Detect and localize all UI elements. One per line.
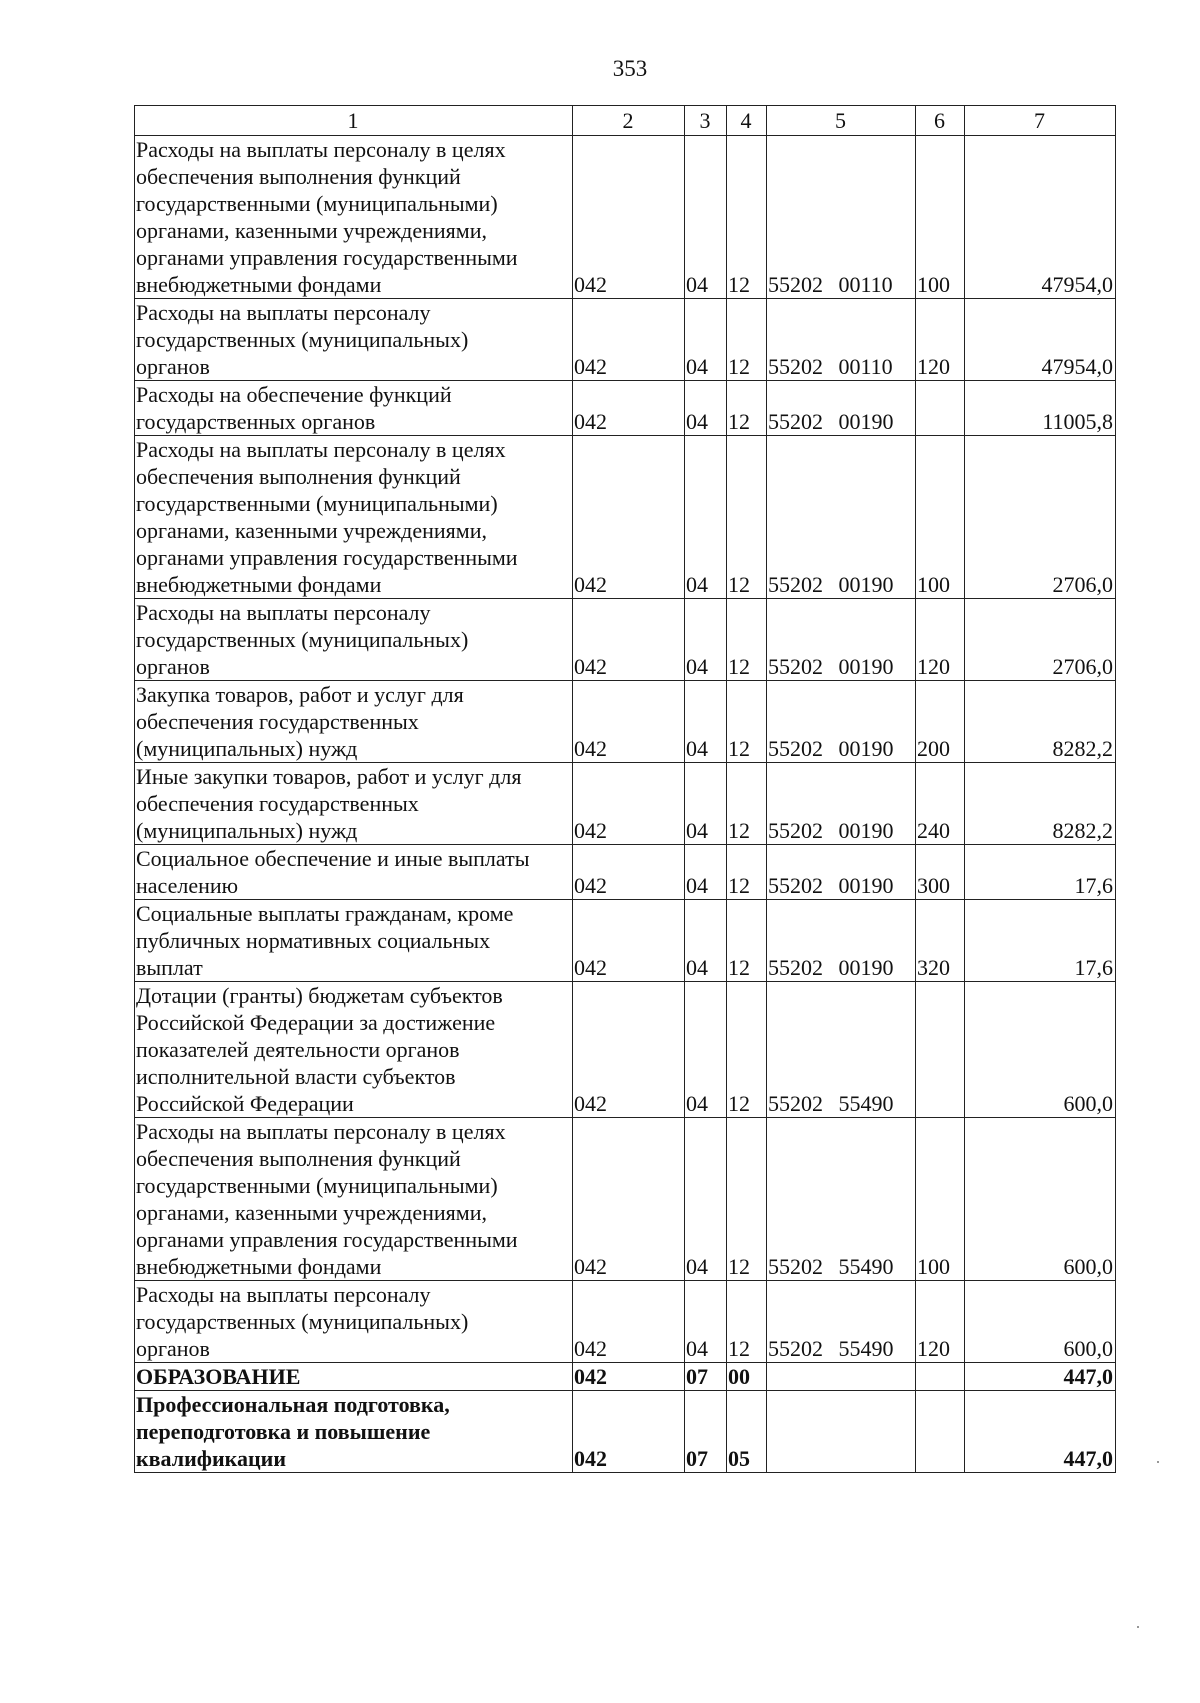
expense-name-cell — [135, 599, 573, 681]
ministry-code-cell: 042 — [573, 136, 685, 299]
scan-speck — [1137, 1626, 1139, 1628]
expense-type-cell: 120 — [916, 299, 965, 381]
section-cell: 04 — [685, 1281, 727, 1363]
expense-name-cell — [135, 900, 573, 982]
expense-name-line: Российской Федерации — [136, 1091, 354, 1116]
ministry-code-cell: 042 — [573, 681, 685, 763]
expense-name-line: обеспечения государственных — [136, 709, 419, 734]
subsection-cell: 12 — [727, 136, 767, 299]
expense-name-line: Закупка товаров, работ и услуг для — [136, 682, 464, 707]
expense-name-cell — [135, 381, 573, 436]
expense-type-cell — [916, 1391, 965, 1473]
expense-name-line: органов — [136, 654, 210, 679]
target-article-cell: 55202 00190 — [767, 900, 916, 982]
expense-name-cell — [135, 763, 573, 845]
expense-name-line: государственных органов — [136, 409, 376, 434]
expense-name-cell — [135, 681, 573, 763]
expense-name-line: исполнительной власти субъектов — [136, 1064, 456, 1089]
subsection-cell: 12 — [727, 381, 767, 436]
section-cell: 04 — [685, 763, 727, 845]
expense-name-line: Расходы на выплаты персоналу в целях — [136, 1119, 506, 1144]
expense-name-line: Социальные выплаты гражданам, кроме — [136, 901, 514, 926]
expense-type-cell — [916, 381, 965, 436]
table-row — [135, 436, 1116, 599]
ministry-code-cell: 042 — [573, 599, 685, 681]
expense-type-cell: 120 — [916, 599, 965, 681]
subsection-cell: 12 — [727, 436, 767, 599]
table-row — [135, 845, 1116, 900]
section-cell: 04 — [685, 845, 727, 900]
section-cell: 04 — [685, 681, 727, 763]
table-row — [135, 1281, 1116, 1363]
section-cell: 04 — [685, 900, 727, 982]
expense-type-cell: 240 — [916, 763, 965, 845]
expense-name-line: органами управления государственными — [136, 545, 518, 570]
target-article-cell: 55202 00110 — [767, 299, 916, 381]
expense-name-cell — [135, 1363, 573, 1391]
ministry-code-cell: 042 — [573, 1281, 685, 1363]
table-row — [135, 1118, 1116, 1281]
expense-name-line: обеспечения выполнения функций — [136, 464, 461, 489]
amount-cell: 8282,2 — [965, 681, 1116, 763]
expense-name-line: обеспечения выполнения функций — [136, 1146, 461, 1171]
table-row — [135, 599, 1116, 681]
table-header-row — [135, 106, 1116, 136]
expense-name-line: органов — [136, 354, 210, 379]
expense-name-cell — [135, 136, 573, 299]
expense-name-line: органами, казенными учреждениями, — [136, 518, 487, 543]
subsection-cell: 12 — [727, 982, 767, 1118]
section-cell: 07 — [685, 1391, 727, 1473]
table-row — [135, 900, 1116, 982]
expense-type-cell — [916, 1363, 965, 1391]
ministry-code-cell: 042 — [573, 763, 685, 845]
expense-name-line: Профессиональная подготовка, — [136, 1392, 450, 1417]
amount-cell: 447,0 — [965, 1363, 1116, 1391]
target-article-cell: 55202 55490 — [767, 1118, 916, 1281]
target-article-cell: 55202 55490 — [767, 1281, 916, 1363]
expense-name-line: населению — [136, 873, 239, 898]
expense-name-line: государственными (муниципальными) — [136, 491, 498, 516]
section-cell: 04 — [685, 436, 727, 599]
expense-name-line: Расходы на выплаты персоналу — [136, 600, 431, 625]
expense-name-cell — [135, 845, 573, 900]
target-article-cell: 55202 00190 — [767, 436, 916, 599]
section-cell: 04 — [685, 381, 727, 436]
amount-cell: 47954,0 — [965, 299, 1116, 381]
target-article-cell: 55202 00190 — [767, 599, 916, 681]
target-article-cell: 55202 00190 — [767, 845, 916, 900]
expense-name-line: органами управления государственными — [136, 245, 518, 270]
header-cell: 5 — [767, 106, 916, 136]
expense-name-line: обеспечения выполнения функций — [136, 164, 461, 189]
ministry-code-cell: 042 — [573, 845, 685, 900]
subsection-cell: 12 — [727, 1118, 767, 1281]
expense-type-cell: 120 — [916, 1281, 965, 1363]
subsection-cell: 12 — [727, 599, 767, 681]
expense-name-line: Социальное обеспечение и иные выплаты — [136, 846, 530, 871]
header-cell: 4 — [727, 106, 767, 136]
expense-name-line: Расходы на выплаты персоналу в целях — [136, 137, 506, 162]
table-row — [135, 1363, 1116, 1391]
expense-name-line: Расходы на выплаты персоналу — [136, 300, 431, 325]
ministry-code-cell: 042 — [573, 436, 685, 599]
expense-name-line: государственными (муниципальными) — [136, 1173, 498, 1198]
expense-name-cell — [135, 436, 573, 599]
expense-name-line: обеспечения государственных — [136, 791, 419, 816]
budget-table — [134, 105, 1116, 1473]
amount-cell: 2706,0 — [965, 436, 1116, 599]
expense-name-line: выплат — [136, 955, 203, 980]
scan-speck — [1157, 1461, 1159, 1463]
subsection-cell: 12 — [727, 900, 767, 982]
expense-type-cell: 320 — [916, 900, 965, 982]
expense-name-line: Иные закупки товаров, работ и услуг для — [136, 764, 522, 789]
amount-cell: 600,0 — [965, 1281, 1116, 1363]
subsection-cell: 00 — [727, 1363, 767, 1391]
target-article-cell: 55202 00190 — [767, 381, 916, 436]
expense-name-line: государственных (муниципальных) — [136, 1309, 469, 1334]
expense-name-line: органов — [136, 1336, 210, 1361]
header-cell: 1 — [135, 106, 573, 136]
table-row — [135, 299, 1116, 381]
expense-name-line: Российской Федерации за достижение — [136, 1010, 496, 1035]
header-cell: 7 — [965, 106, 1116, 136]
expense-name-line: внебюджетными фондами — [136, 272, 382, 297]
expense-name-cell — [135, 982, 573, 1118]
expense-name-cell — [135, 1281, 573, 1363]
expense-type-cell: 300 — [916, 845, 965, 900]
section-cell: 04 — [685, 982, 727, 1118]
target-article-cell: 55202 00110 — [767, 136, 916, 299]
subsection-cell: 12 — [727, 681, 767, 763]
expense-name-line: ОБРАЗОВАНИЕ — [136, 1364, 301, 1389]
ministry-code-cell: 042 — [573, 1363, 685, 1391]
subsection-cell: 12 — [727, 1281, 767, 1363]
expense-name-line: переподготовка и повышение — [136, 1419, 431, 1444]
target-article-cell — [767, 1363, 916, 1391]
expense-name-line: органами управления государственными — [136, 1227, 518, 1252]
ministry-code-cell: 042 — [573, 1118, 685, 1281]
table-row — [135, 763, 1116, 845]
expense-name-line: показателей деятельности органов — [136, 1037, 460, 1062]
ministry-code-cell: 042 — [573, 1391, 685, 1473]
ministry-code-cell: 042 — [573, 982, 685, 1118]
amount-cell: 600,0 — [965, 982, 1116, 1118]
expense-name-line: Дотации (гранты) бюджетам субъектов — [136, 983, 503, 1008]
target-article-cell: 55202 00190 — [767, 681, 916, 763]
header-cell: 2 — [573, 106, 685, 136]
expense-name-line: внебюджетными фондами — [136, 572, 382, 597]
expense-name-cell — [135, 1118, 573, 1281]
expense-name-line: квалификации — [136, 1446, 287, 1471]
table-row — [135, 982, 1116, 1118]
expense-name-line: органами, казенными учреждениями, — [136, 218, 487, 243]
ministry-code-cell: 042 — [573, 900, 685, 982]
subsection-cell: 12 — [727, 845, 767, 900]
amount-cell: 8282,2 — [965, 763, 1116, 845]
table-row — [135, 1391, 1116, 1473]
ministry-code-cell: 042 — [573, 381, 685, 436]
expense-name-line: государственных (муниципальных) — [136, 327, 469, 352]
expense-type-cell: 100 — [916, 136, 965, 299]
expense-name-line: государственными (муниципальными) — [136, 191, 498, 216]
expense-type-cell: 200 — [916, 681, 965, 763]
amount-cell: 17,6 — [965, 900, 1116, 982]
header-cell: 3 — [685, 106, 727, 136]
amount-cell: 2706,0 — [965, 599, 1116, 681]
section-cell: 04 — [685, 1118, 727, 1281]
expense-type-cell — [916, 982, 965, 1118]
page-number: 353 — [612, 56, 648, 81]
ministry-code-cell: 042 — [573, 299, 685, 381]
subsection-cell: 05 — [727, 1391, 767, 1473]
section-cell: 04 — [685, 599, 727, 681]
expense-name-line: Расходы на обеспечение функций — [136, 382, 452, 407]
target-article-cell: 55202 55490 — [767, 982, 916, 1118]
expense-name-line: Расходы на выплаты персоналу в целях — [136, 437, 506, 462]
table-row — [135, 136, 1116, 299]
target-article-cell — [767, 1391, 916, 1473]
expense-name-line: публичных нормативных социальных — [136, 928, 491, 953]
expense-type-cell: 100 — [916, 436, 965, 599]
amount-cell: 600,0 — [965, 1118, 1116, 1281]
subsection-cell: 12 — [727, 299, 767, 381]
amount-cell: 447,0 — [965, 1391, 1116, 1473]
expense-name-line: государственных (муниципальных) — [136, 627, 469, 652]
expense-name-line: Расходы на выплаты персоналу — [136, 1282, 431, 1307]
expense-name-line: внебюджетными фондами — [136, 1254, 382, 1279]
expense-name-line: (муниципальных) нужд — [136, 736, 358, 761]
expense-name-line: (муниципальных) нужд — [136, 818, 358, 843]
expense-type-cell: 100 — [916, 1118, 965, 1281]
amount-cell: 17,6 — [965, 845, 1116, 900]
section-cell: 04 — [685, 136, 727, 299]
section-cell: 07 — [685, 1363, 727, 1391]
header-cell: 6 — [916, 106, 965, 136]
subsection-cell: 12 — [727, 763, 767, 845]
expense-name-cell — [135, 299, 573, 381]
table-row — [135, 381, 1116, 436]
target-article-cell: 55202 00190 — [767, 763, 916, 845]
expense-name-line: органами, казенными учреждениями, — [136, 1200, 487, 1225]
table-row — [135, 681, 1116, 763]
amount-cell: 47954,0 — [965, 136, 1116, 299]
section-cell: 04 — [685, 299, 727, 381]
amount-cell: 11005,8 — [965, 381, 1116, 436]
expense-name-cell — [135, 1391, 573, 1473]
